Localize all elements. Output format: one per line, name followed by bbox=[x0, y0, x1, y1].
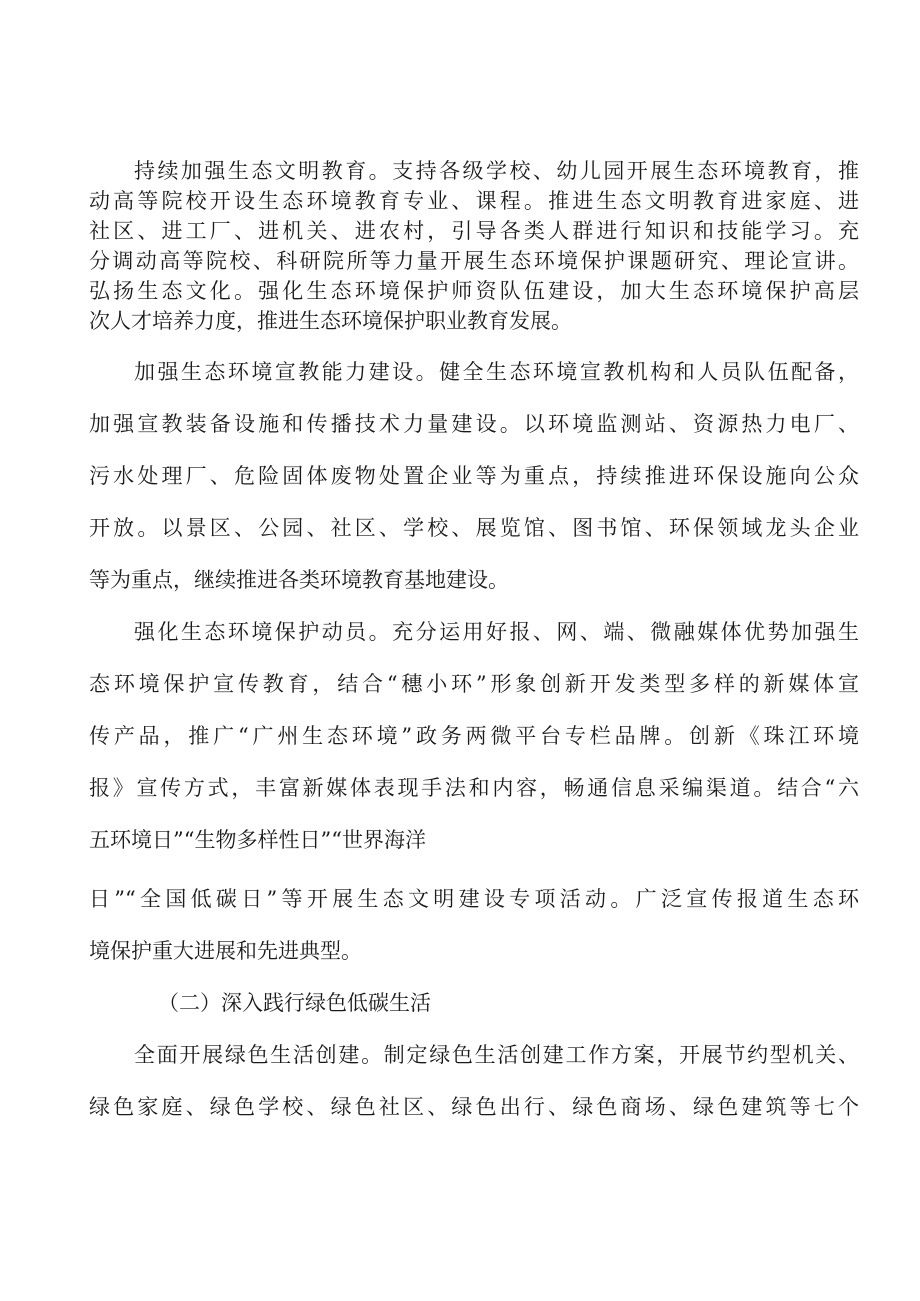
paragraph-3-line-3: 传产品，推广“广州生态环境”政务两微平台专栏品牌。创新《珠江环境 bbox=[89, 724, 859, 748]
paragraph-3-line-4: 报》宣传方式，丰富新媒体表现手法和内容，畅通信息采编渠道。结合“六 bbox=[89, 776, 859, 800]
section-heading: （二）深入践行绿色低碳生活 bbox=[158, 991, 431, 1015]
paragraph-3-line-1: 强化生态环境保护动员。充分运用好报、网、端、微融媒体优势加强生 bbox=[134, 620, 859, 644]
paragraph-4-line-2: 绿色家庭、绿色学校、绿色社区、绿色出行、绿色商场、绿色建筑等七个 bbox=[89, 1095, 859, 1119]
paragraph-1-line-4: 分调动高等院校、科研院所等力量开展生态环境保护课题研究、理论宣讲。 bbox=[89, 249, 859, 273]
paragraph-3-line-6: 日”“全国低碳日”等开展生态文明建设专项活动。广泛宣传报道生态环 bbox=[89, 887, 859, 911]
paragraph-4-line-1: 全面开展绿色生活创建。制定绿色生活创建工作方案，开展节约型机关、 bbox=[134, 1043, 859, 1067]
paragraph-1-line-5: 弘扬生态文化。强化生态环境保护师资队伍建设，加大生态环境保护高层 bbox=[89, 279, 859, 303]
paragraph-1-line-1: 持续加强生态文明教育。支持各级学校、幼儿园开展生态环境教育，推 bbox=[134, 159, 859, 183]
paragraph-3-line-2: 态环境保护宣传教育，结合“穗小环”形象创新开发类型多样的新媒体宣 bbox=[89, 672, 859, 696]
paragraph-2-line-5: 等为重点，继续推进各类环境教育基地建设。 bbox=[89, 568, 509, 592]
paragraph-2-line-1: 加强生态环境宣教能力建设。健全生态环境宣教机构和人员队伍配备， bbox=[134, 360, 859, 384]
paragraph-1-line-3: 社区、进工厂、进机关、进农村，引导各类人群进行知识和技能学习。充 bbox=[89, 219, 859, 243]
paragraph-1-line-6: 次人才培养力度，推进生态环境保护职业教育发展。 bbox=[89, 309, 572, 333]
paragraph-2-line-2: 加强宣教装备设施和传播技术力量建设。以环境监测站、资源热力电厂、 bbox=[89, 412, 859, 436]
paragraph-2-line-4: 开放。以景区、公园、社区、学校、展览馆、图书馆、环保领域龙头企业 bbox=[89, 516, 859, 540]
paragraph-3-line-5: 五环境日”“生物多样性日”“世界海洋 bbox=[89, 828, 426, 852]
paragraph-1-line-2: 动高等院校开设生态环境教育专业、课程。推进生态文明教育进家庭、进 bbox=[89, 189, 859, 213]
paragraph-3-line-7: 境保护重大进展和先进典型。 bbox=[89, 939, 362, 963]
paragraph-2-line-3: 污水处理厂、危险固体废物处置企业等为重点，持续推进环保设施向公众 bbox=[89, 464, 859, 488]
